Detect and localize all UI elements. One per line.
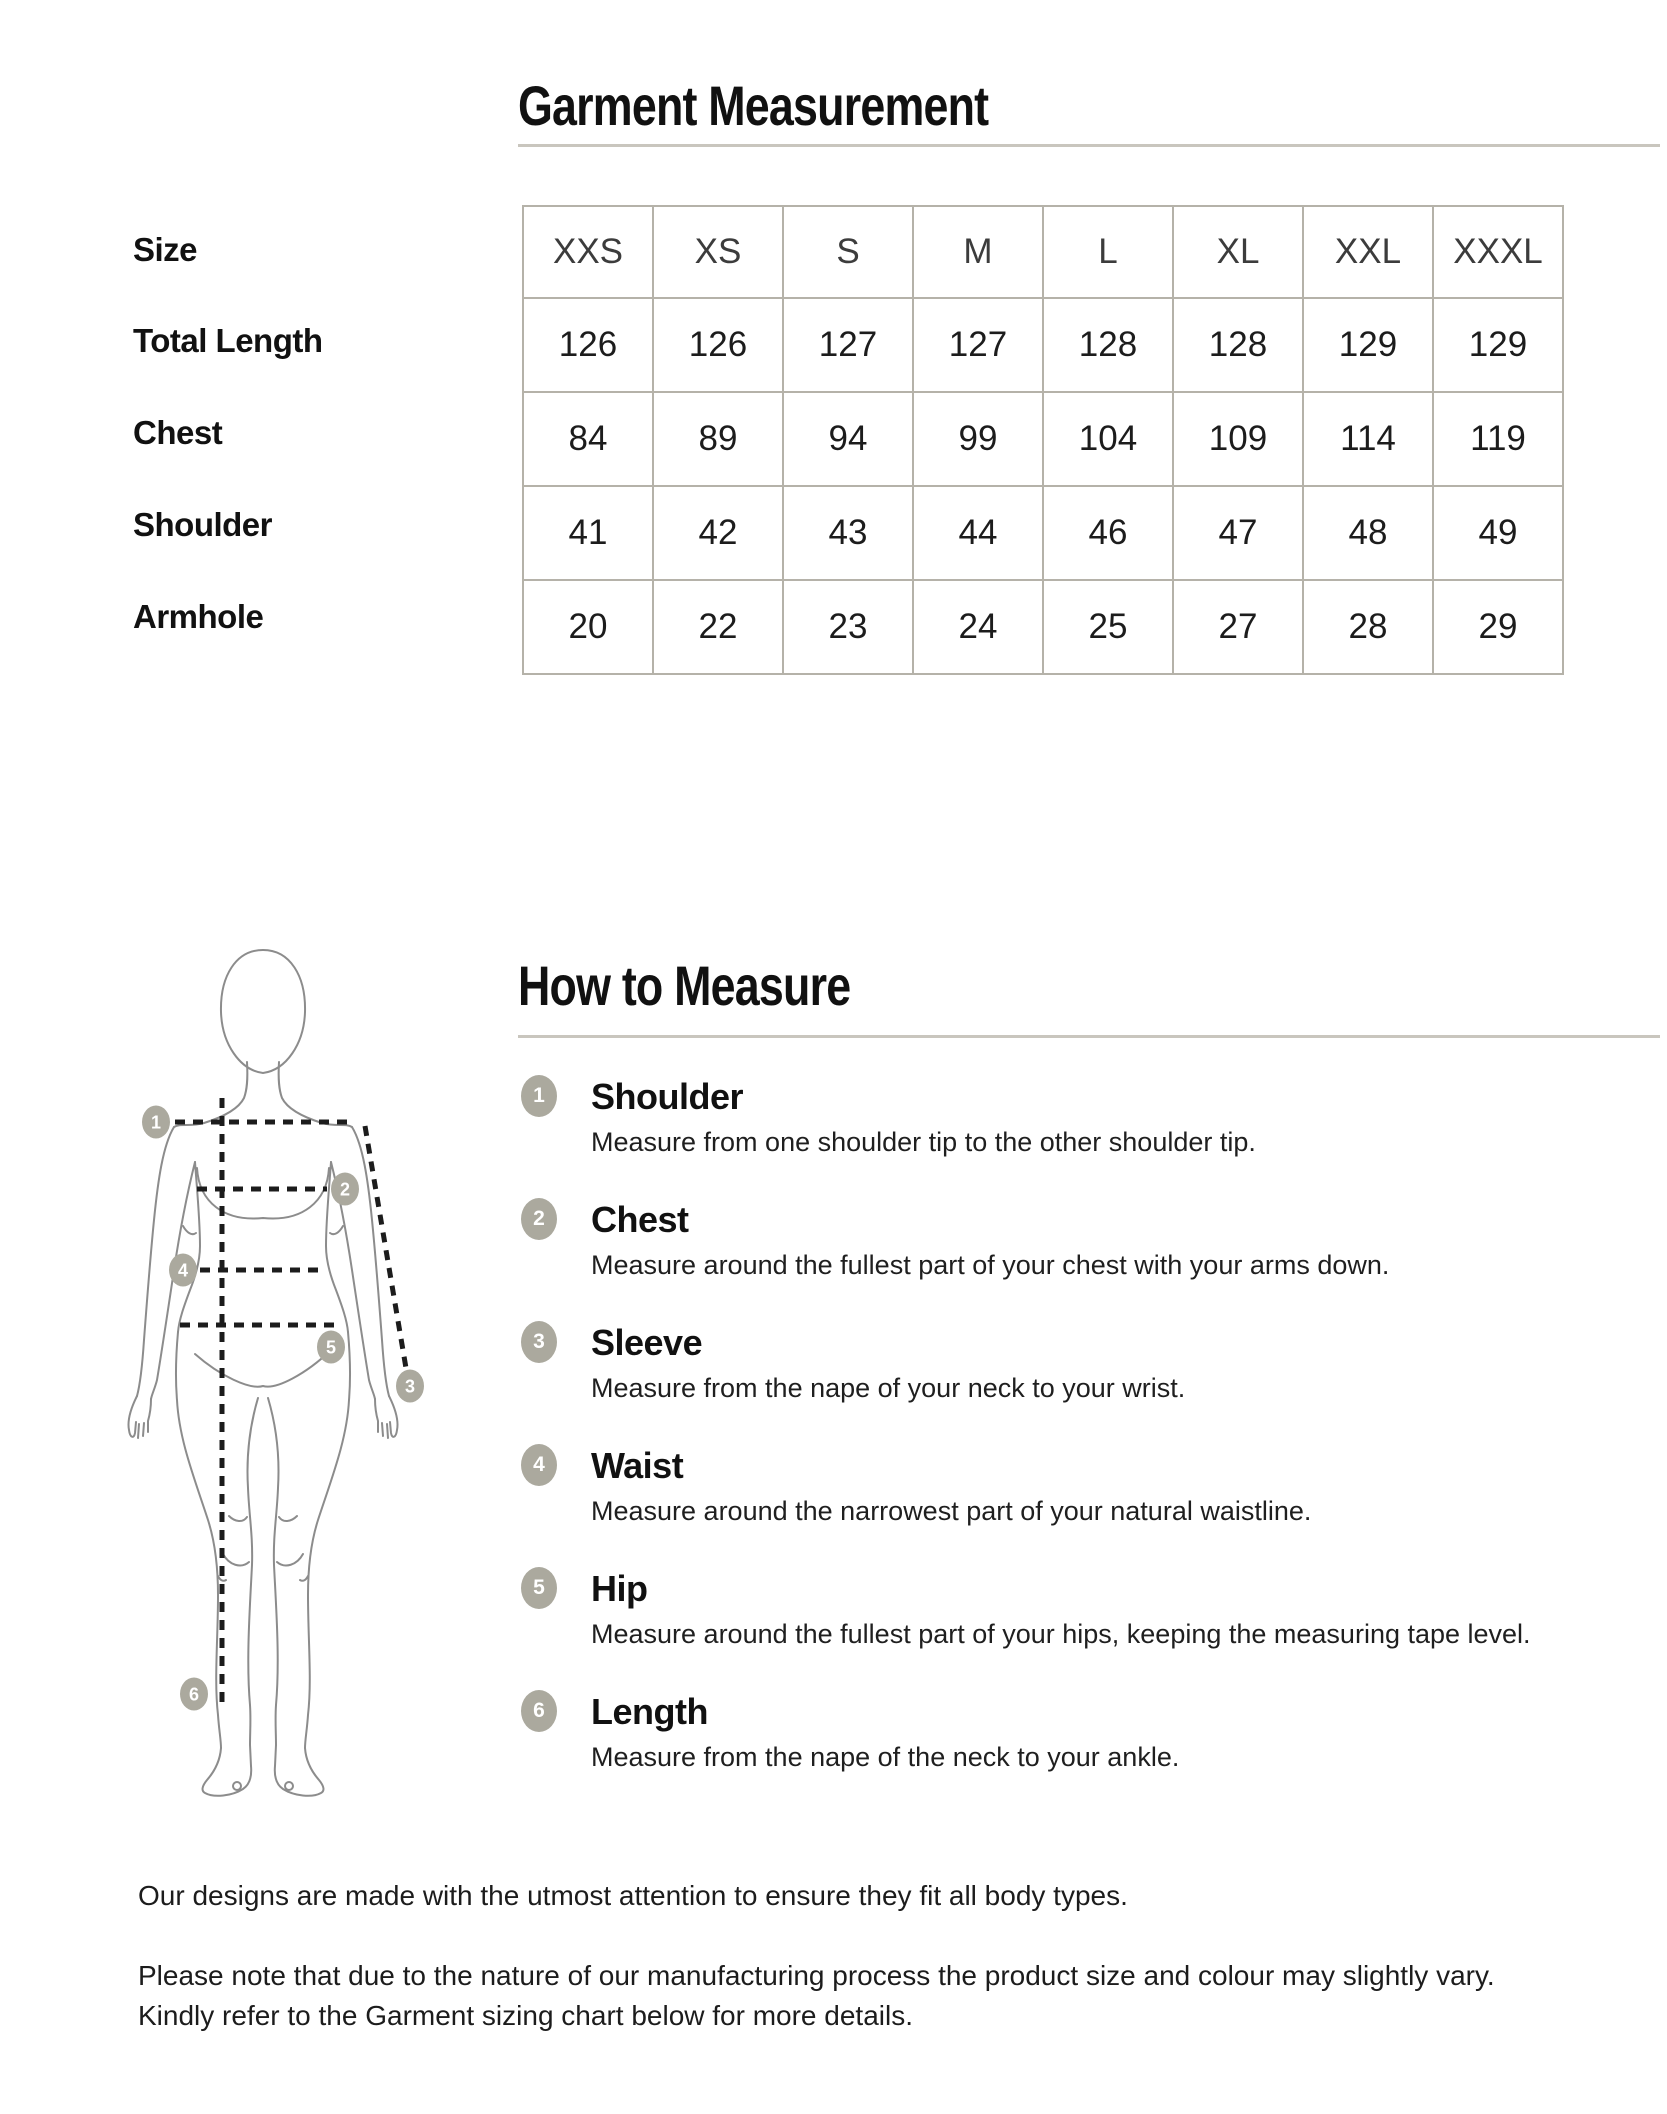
- figure-badge-3-label: 3: [404, 1376, 416, 1397]
- table-cell: 44: [913, 486, 1043, 580]
- table-cell: 104: [1043, 392, 1173, 486]
- step-title: Sleeve: [591, 1322, 703, 1363]
- figure-elbow-left: [183, 1226, 196, 1234]
- table-row-label-shoulder: Shoulder: [133, 506, 273, 543]
- measurement-lines: [175, 1098, 407, 1710]
- figure-neck-right: [279, 1062, 352, 1127]
- table-cell: 127: [783, 298, 913, 392]
- sleeve-measure-line: [365, 1126, 407, 1374]
- footer-note-fit: [138, 1876, 1128, 1916]
- figure-leg-right-inner: [268, 1398, 279, 1745]
- figure-knee-right: [277, 1516, 308, 1581]
- step-title: Shoulder: [591, 1076, 744, 1117]
- figure-badge-1-label: 1: [150, 1112, 162, 1133]
- measure-step-hip: [521, 1569, 1531, 1651]
- measure-step-length: [521, 1692, 1179, 1774]
- figure-badges: [142, 1106, 424, 1711]
- body-figure-svg: [100, 930, 440, 1810]
- how-to-measure-title: How to Measure: [518, 954, 851, 1017]
- measure-step-chest: [521, 1200, 1389, 1282]
- step-number-badge: 2: [521, 1198, 557, 1240]
- table-cell: 29: [1433, 580, 1563, 674]
- figure-badge-4-label: 4: [177, 1260, 189, 1281]
- table-cell: 27: [1173, 580, 1303, 674]
- table-cell: 119: [1433, 392, 1563, 486]
- table-row-label-armhole: Armhole: [133, 598, 264, 635]
- footer-line-1: Our designs are made with the utmost attention to ensure they fit all body types.: [138, 1880, 1128, 1911]
- table-cell: 43: [783, 486, 913, 580]
- measure-step-waist: [521, 1446, 1311, 1528]
- table-row-label-size: Size: [133, 231, 198, 268]
- figure-toe-right: [285, 1782, 293, 1790]
- table-cell: 42: [653, 486, 783, 580]
- table-cell: 20: [523, 580, 653, 674]
- step-description: Measure from the nape of the neck to your ankle.: [591, 1742, 1180, 1772]
- figure-badge-2-label: 2: [339, 1179, 351, 1200]
- footer-note-manufacturing: [138, 1956, 1495, 2036]
- size-table-header-row: [523, 206, 1563, 298]
- table-cell: 24: [913, 580, 1043, 674]
- figure-hand-right: [375, 1396, 398, 1438]
- table-cell: 109: [1173, 392, 1303, 486]
- step-title: Length: [591, 1691, 708, 1732]
- step-title: Waist: [591, 1445, 684, 1486]
- size-col-header: XXL: [1303, 206, 1433, 298]
- title-divider: [518, 144, 1660, 147]
- figure-foot-left: [203, 1745, 252, 1796]
- figure-leg-left-inner: [247, 1398, 258, 1745]
- figure-foot-right: [275, 1745, 324, 1796]
- table-cell: 89: [653, 392, 783, 486]
- figure-hand-left: [128, 1396, 151, 1438]
- table-cell: 94: [783, 392, 913, 486]
- table-cell: 41: [523, 486, 653, 580]
- step-title: Chest: [591, 1199, 689, 1240]
- table-row-label-total-length: Total Length: [133, 322, 323, 359]
- table-cell: 126: [653, 298, 783, 392]
- step-number-badge: 1: [521, 1075, 557, 1117]
- table-cell: 25: [1043, 580, 1173, 674]
- size-col-header: M: [913, 206, 1043, 298]
- step-number-badge: 5: [521, 1567, 557, 1609]
- step-description: Measure around the fullest part of your chest with your arms down.: [591, 1250, 1390, 1280]
- size-col-header: XS: [653, 206, 783, 298]
- step-number-badge: 6: [521, 1690, 557, 1732]
- figure-toe-left: [233, 1782, 241, 1790]
- how-to-measure-divider: [518, 1035, 1660, 1038]
- figure-arm-left-outer: [137, 1127, 174, 1396]
- figure-badge-6-label: 6: [188, 1684, 200, 1705]
- footer-line-2: Please note that due to the nature of our manufacturing process the product size and colour may slightly vary.: [138, 1960, 1495, 1991]
- size-col-header: XL: [1173, 206, 1303, 298]
- table-cell: 49: [1433, 486, 1563, 580]
- measure-step-shoulder: [521, 1077, 1256, 1159]
- figure-neck-left: [174, 1062, 247, 1127]
- size-table-row-shoulder: [523, 486, 1563, 580]
- measure-step-sleeve: [521, 1323, 1185, 1405]
- step-description: Measure from one shoulder tip to the other shoulder tip.: [591, 1127, 1256, 1157]
- table-cell: 28: [1303, 580, 1433, 674]
- table-cell: 127: [913, 298, 1043, 392]
- step-title: Hip: [591, 1568, 648, 1609]
- table-cell: 84: [523, 392, 653, 486]
- table-cell: 128: [1043, 298, 1173, 392]
- table-cell: 23: [783, 580, 913, 674]
- size-col-header: XXS: [523, 206, 653, 298]
- size-table-row-chest: [523, 392, 1563, 486]
- figure-leg-right-outer: [305, 1332, 350, 1748]
- page-title: Garment Measurement: [518, 74, 989, 137]
- step-description: Measure around the narrowest part of your natural waistline.: [591, 1496, 1312, 1526]
- table-cell: 48: [1303, 486, 1433, 580]
- step-number-badge: 4: [521, 1444, 557, 1486]
- size-table: [522, 205, 1564, 675]
- step-number-badge: 3: [521, 1321, 557, 1363]
- step-description: Measure from the nape of your neck to your wrist.: [591, 1373, 1186, 1403]
- table-row-label-chest: Chest: [133, 414, 223, 451]
- table-cell: 47: [1173, 486, 1303, 580]
- step-description: Measure around the fullest part of your hips, keeping the measuring tape level.: [591, 1619, 1531, 1649]
- size-col-header: L: [1043, 206, 1173, 298]
- table-cell: 99: [913, 392, 1043, 486]
- table-cell: 126: [523, 298, 653, 392]
- figure-elbow-right: [330, 1226, 343, 1234]
- size-table-row-armhole: [523, 580, 1563, 674]
- body-outline: [128, 950, 397, 1796]
- size-col-header: S: [783, 206, 913, 298]
- figure-head: [221, 950, 305, 1073]
- table-cell: 129: [1303, 298, 1433, 392]
- figure-bikini-line: [195, 1350, 331, 1387]
- footer-line-3: Kindly refer to the Garment sizing chart below for more details.: [138, 2000, 914, 2031]
- table-cell: 22: [653, 580, 783, 674]
- table-cell: 114: [1303, 392, 1433, 486]
- size-table-row-total-length: [523, 298, 1563, 392]
- table-cell: 46: [1043, 486, 1173, 580]
- size-col-header: XXXL: [1433, 206, 1563, 298]
- table-cell: 129: [1433, 298, 1563, 392]
- table-cell: 128: [1173, 298, 1303, 392]
- figure-badge-5-label: 5: [325, 1337, 337, 1358]
- body-measurement-figure: [100, 930, 440, 1810]
- figure-bust: [197, 1168, 329, 1219]
